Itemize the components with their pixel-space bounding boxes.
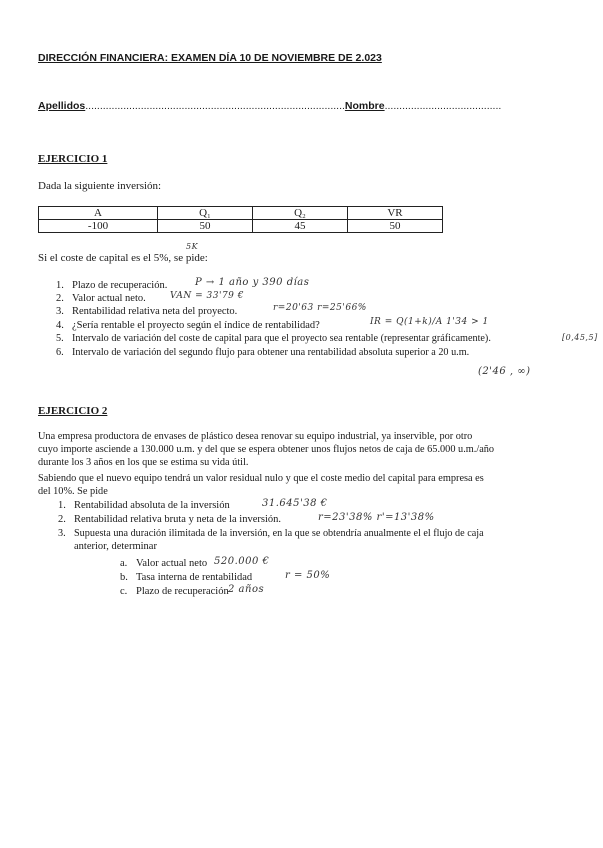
ej2-para1-line: cuyo importe asciende a 130.000 u.m. y del que se espera obtener unos flujos netos de caja de 65.000 u.m./año [38, 444, 495, 455]
table-header-cell: VR [348, 207, 443, 220]
ej2-subitem-a: a. Valor actual neto [120, 558, 208, 569]
ej2-answer-2: r=23'38% r'=13'38% [318, 512, 435, 523]
nombre-dots: ........................................ [384, 100, 502, 112]
ej1-answer-4: IR = Q(1+k)/A 1'34 > 1 [370, 317, 489, 327]
ej2-item-2: 2. Rentabilidad relativa bruta y neta de la inversión. [58, 514, 282, 525]
ej2-answer-a: 520.000 € [214, 556, 270, 567]
ej2-subitem-b: b. Tasa interna de rentabilidad [120, 572, 253, 583]
table-cell: 45 [253, 220, 348, 233]
ej1-item-1: 1. Plazo de recuperación. [56, 280, 168, 291]
ej2-subitem-c: c. Plazo de recuperación [120, 586, 229, 597]
table-cell: 50 [158, 220, 253, 233]
exam-title: DIRECCIÓN FINANCIERA: EXAMEN DÍA 10 DE NOVIEMBRE DE 2.023 [38, 52, 382, 64]
ej2-item-1: 1. Rentabilidad absoluta de la inversión [58, 500, 230, 511]
table-header-cell: Q₁ [158, 207, 253, 220]
ej1-title: EJERCICIO 1 [38, 153, 108, 165]
ej1-item-6: 6. Intervalo de variación del segundo flujo para obtener una rentabilidad absoluta superior a 20 u.m. [56, 347, 470, 358]
ej1-prompt: Si el coste de capital es el 5%, se pide: [38, 252, 208, 264]
table-row [39, 220, 443, 233]
apellidos-dots: ......................................................................................... [85, 100, 345, 112]
ej2-para2-line: del 10%. Se pide [38, 486, 108, 497]
ej1-answer-3: r=20'63 r=25'66% [273, 303, 367, 313]
ej2-para1-line: durante los 3 años en los que se estima su vida útil. [38, 457, 249, 468]
ej1-item-3: 3. Rentabilidad relativa neta del proyecto. [56, 306, 238, 317]
prompt-mark: 5K [186, 242, 199, 251]
investment-table [38, 206, 443, 233]
ej2-item-3: 3. Supuesta una duración ilimitada de la inversión, en la que se obtendría anualmente el el flujo de caja [58, 528, 484, 539]
ej2-item-3-cont: anterior, determinar [74, 541, 157, 552]
apellidos-label: Apellidos [38, 100, 86, 112]
table-cell: 50 [348, 220, 443, 233]
ej1-answer-6: (2'46 , ∞) [478, 366, 531, 377]
ej1-item-2: 2. Valor actual neto. [56, 293, 146, 304]
table-cell: -100 [39, 220, 158, 233]
ej2-title: EJERCICIO 2 [38, 405, 108, 417]
ej2-para1-line: Una empresa productora de envases de plástico desea renovar su equipo industrial, ya inservible, por otro [38, 431, 473, 442]
ej1-intro: Dada la siguiente inversión: [38, 180, 162, 192]
ej2-para2-line: Sabiendo que el nuevo equipo tendrá un valor residual nulo y que el coste medio del capital para empresa es [38, 473, 484, 484]
ej1-item-5: 5. Intervalo de variación del coste de capital para que el proyecto sea rentable (representar gráficamente). [56, 333, 491, 344]
ej1-answer-5: [0,45,5] [562, 333, 598, 342]
table-header-cell: Q₂ [253, 207, 348, 220]
ej2-answer-1: 31.645'38 € [262, 498, 328, 509]
ej2-answer-b: r = 50% [285, 570, 331, 581]
table-header-cell: A [39, 207, 158, 220]
ej1-item-4: 4. ¿Sería rentable el proyecto según el índice de rentabilidad? [56, 320, 320, 331]
table-header-row [39, 207, 443, 220]
ej1-answer-1: P → 1 año y 390 días [195, 277, 310, 288]
ej1-answer-2: VAN = 33'79 € [170, 291, 244, 301]
ej2-answer-c: 2 años [228, 584, 265, 595]
nombre-label: Nombre [344, 100, 385, 112]
name-line [38, 100, 501, 112]
